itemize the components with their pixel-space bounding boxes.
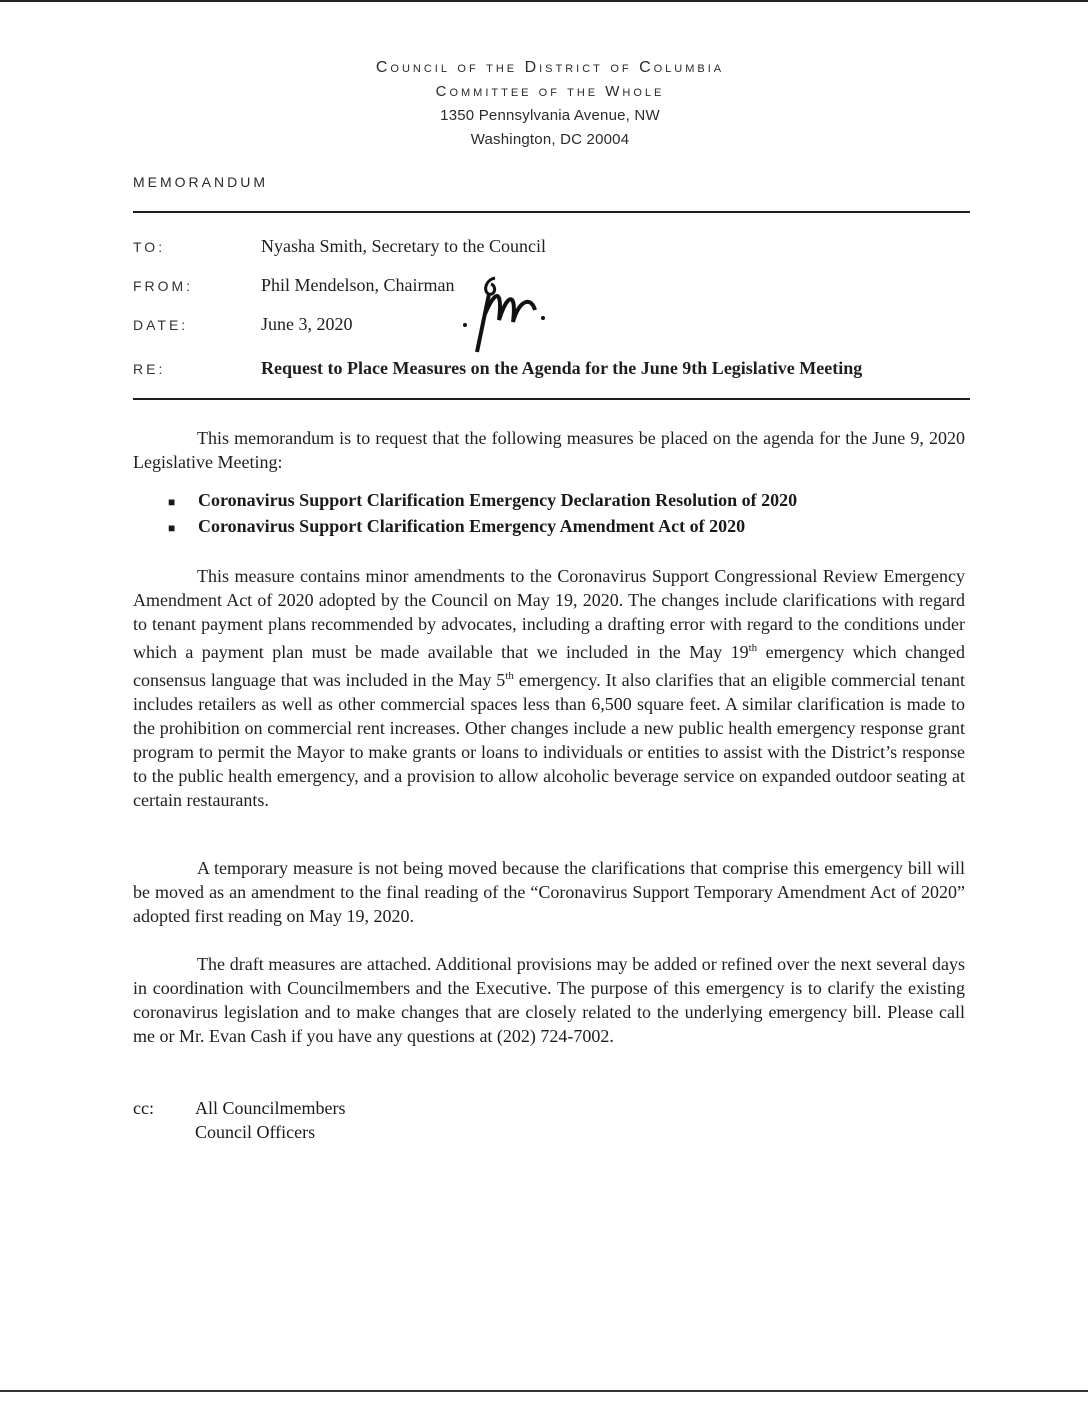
header-top-divider <box>133 211 970 213</box>
top-edge-line <box>0 0 1088 2</box>
from-row <box>133 275 454 301</box>
letterhead-street-address: 1350 Pennsylvania Avenue, NW <box>440 107 660 124</box>
cc-recipient: All Councilmembers <box>195 1098 346 1118</box>
date-row <box>133 314 353 340</box>
letterhead-city-address: Washington, DC 20004 <box>470 131 630 148</box>
bottom-edge-line <box>0 1390 1088 1392</box>
paragraph-3-text: The draft measures are attached. Additional provisions may be added or refined over the next several days in coordination with Councilmembers and the Executive. The purpose of this emergency is to clarify the existing coronavirus legislation and to make changes that are closely related to the underlying emergency bill. Please call me or Mr. Evan Cash if you have any questions at (202) 724-7002. <box>133 954 965 1046</box>
re-label: RE: <box>133 361 166 377</box>
cc-label: cc: <box>133 1098 154 1118</box>
memorandum-label: MEMORANDUM <box>133 174 268 190</box>
list-item <box>168 490 797 516</box>
header-bottom-divider <box>133 398 970 400</box>
cc-recipient: Council Officers <box>195 1122 316 1142</box>
intro-paragraph <box>133 426 965 474</box>
paragraph-2-text: A temporary measure is not being moved because the clarifications that comprise this emergency bill will be moved as an amendment to the final reading of the “Coronavirus Support Temporary Amendment Act of 2020” adopted first reading on May 19, 2020. <box>133 858 965 926</box>
letterhead-council-name: Council of the District of Columbia <box>375 59 725 76</box>
cc-block <box>133 1096 345 1144</box>
body-paragraph-1 <box>133 564 965 812</box>
paragraph-1-part-b: emergency which changed consensus language that was included in the May 5 <box>133 642 965 690</box>
measures-list <box>168 490 797 542</box>
to-value: Nyasha Smith, Secretary to the Council <box>261 236 546 256</box>
from-label: FROM: <box>133 278 194 294</box>
measure-title: Coronavirus Support Clarification Emergency Amendment Act of 2020 <box>198 516 746 536</box>
re-value: Request to Place Measures on the Agenda for the June 9th Legislative Meeting <box>261 358 863 378</box>
bullet-icon: ■ <box>168 495 176 509</box>
from-value: Phil Mendelson, Chairman <box>261 275 455 295</box>
ordinal-suffix: th <box>748 642 758 654</box>
intro-text: This memorandum is to request that the following measures be placed on the agenda for the June 9, 2020 Legislative Meeting: <box>133 428 965 472</box>
to-row <box>133 236 546 262</box>
date-value: June 3, 2020 <box>261 314 353 334</box>
letterhead <box>0 56 1088 152</box>
body-paragraph-3 <box>133 952 965 1048</box>
list-item <box>168 516 797 542</box>
date-label: DATE: <box>133 317 189 333</box>
ordinal-suffix: th <box>505 670 514 682</box>
letterhead-committee-name: Committee of the Whole <box>435 83 665 100</box>
to-label: TO: <box>133 239 166 255</box>
bullet-icon: ■ <box>168 521 176 535</box>
re-row <box>133 358 862 384</box>
paragraph-1-part-a: This measure contains minor amendments to the Coronavirus Support Congressional Review Emergency Amendment Act of 2020 adopted by the Council on May 19, 2020. The changes include clarifications with regard to tenant payment plans recommended by advocates, including a drafting error with regard to the conditions under which a payment plan must be made available that we included in the May 19 <box>133 566 965 662</box>
measure-title: Coronavirus Support Clarification Emergency Declaration Resolution of 2020 <box>198 490 798 510</box>
body-paragraph-2 <box>133 856 965 928</box>
paragraph-1-part-c: emergency. It also clarifies that an eligible commercial tenant includes retailers as well as other commercial spaces less than 6,500 square feet. A similar clarification is made to the prohibition on commercial rent increases. Other changes include a new public health emergency response grant program to permit the Mayor to make grants or loans to individuals or entities to assist with the District’s response to the public health emergency, and a provision to allow alcoholic beverage service on expanded outdoor seating at certain restaurants. <box>133 670 965 810</box>
signature-initials <box>455 270 555 360</box>
